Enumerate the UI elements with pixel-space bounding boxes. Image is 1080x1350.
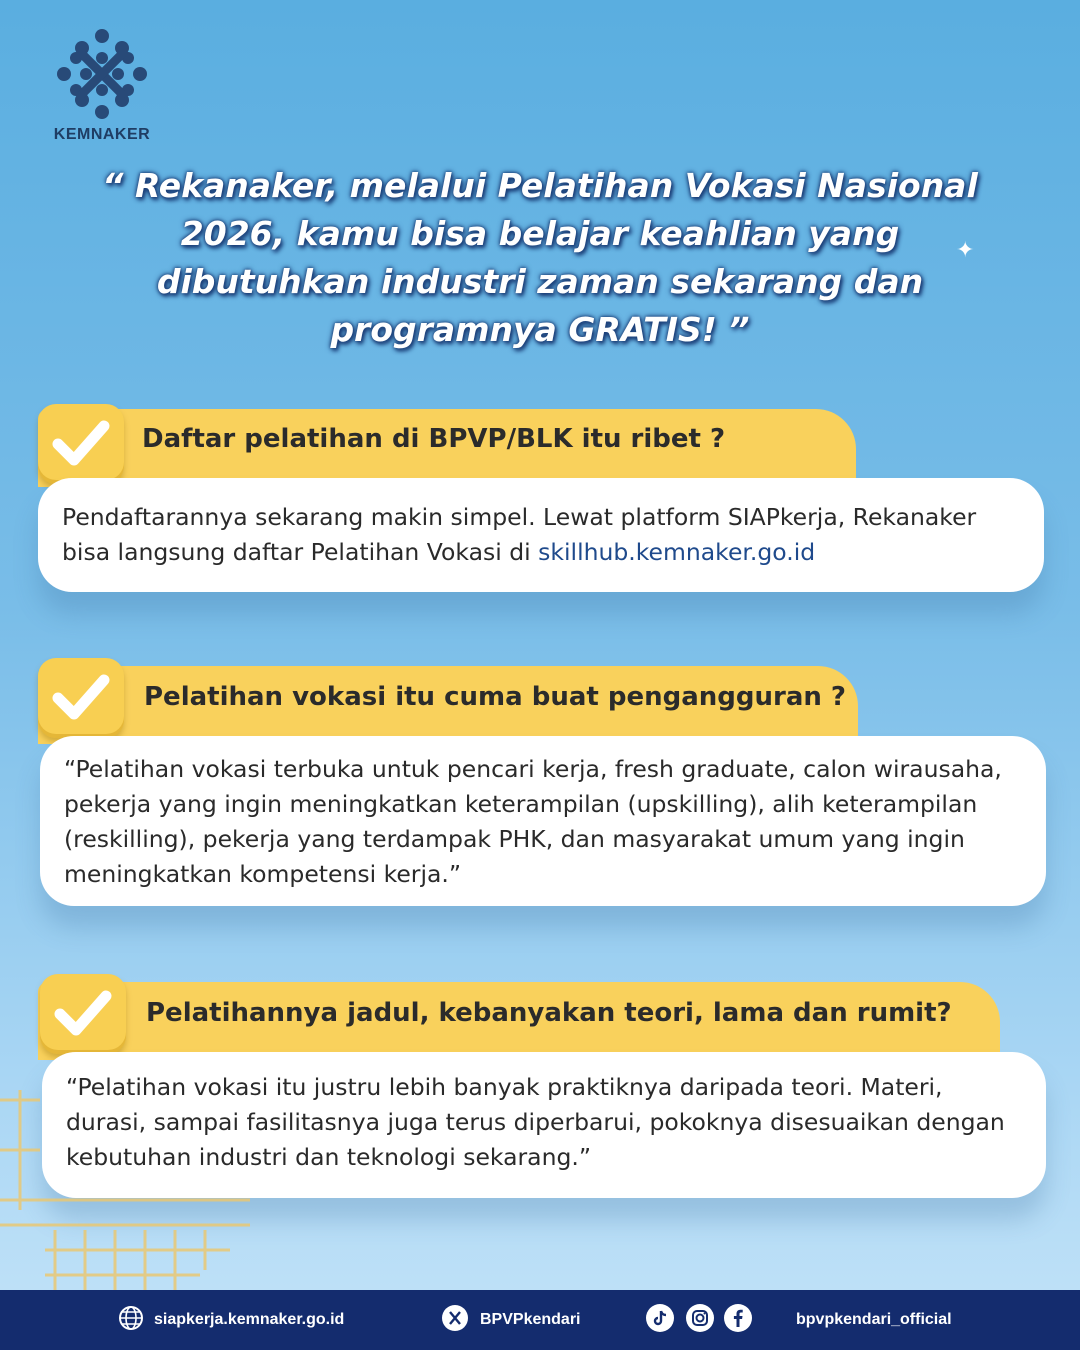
check-icon	[38, 658, 124, 738]
x-icon	[442, 1305, 468, 1336]
faq-answer-2: “Pelatihan vokasi terbuka untuk pencari kerja, fresh graduate, calon wirausaha, pekerja yang ingin meningkatkan keterampilan (upskilling), alih keterampilan (reskilling), pekerja yang terdampak PHK, dan masyarakat umum yang ingin meningkatkan kompetensi kerja.”	[40, 736, 1046, 906]
faq-question-3: Pelatihannya jadul, kebanyakan teori, lama dan rumit?	[146, 998, 952, 1028]
social-handle-label: bpvpkendari_official	[796, 1311, 952, 1328]
x-handle-label: BPVPkendari	[480, 1311, 581, 1328]
footer-website[interactable]	[118, 1290, 344, 1350]
logo-text: KEMNAKER	[53, 126, 151, 143]
headline-quote: “ Rekanaker, melalui Pelatihan Vokasi Nasional 2026, kamu bisa belajar keahlian yang dibutuhkan industri zaman sekarang dan programnya GRATIS! ”	[102, 166, 978, 349]
faq-answer-3: “Pelatihan vokasi itu justru lebih banyak praktiknya daripada teori. Materi, durasi, sampai fasilitasnya juga terus diperbarui, pokoknya disesuaikan dengan kebutuhan industri dan teknologi sekarang.”	[42, 1052, 1046, 1198]
faq-card-2	[38, 656, 1046, 916]
website-label: siapkerja.kemnaker.go.id	[154, 1311, 345, 1328]
skillhub-link[interactable]: skillhub.kemnaker.go.id	[538, 538, 816, 566]
kemnaker-emblem-icon	[56, 28, 148, 120]
check-icon	[40, 974, 126, 1054]
check-icon	[38, 404, 124, 484]
faq-answer-1-text: Pendaftarannya sekarang makin simpel. Lewat platform SIAPkerja, Rekanaker bisa langsung daftar Pelatihan Vokasi di	[62, 503, 977, 566]
facebook-icon[interactable]	[724, 1304, 752, 1337]
tiktok-icon[interactable]	[646, 1304, 674, 1337]
sparkle-icon: ✦	[956, 238, 975, 263]
faq-question-1: Daftar pelatihan di BPVP/BLK itu ribet ?	[142, 424, 726, 454]
footer-social-handle[interactable]	[796, 1290, 952, 1350]
footer-bar	[0, 1290, 1080, 1350]
faq-card-1	[38, 404, 1046, 604]
faq-answer-1	[38, 478, 1044, 592]
footer-social-icons	[646, 1290, 752, 1350]
decorative-grid	[0, 1090, 250, 1290]
kemnaker-logo	[52, 28, 152, 144]
instagram-icon[interactable]	[686, 1304, 714, 1337]
globe-icon	[118, 1305, 144, 1336]
faq-question-2: Pelatihan vokasi itu cuma buat pengangguran ?	[144, 682, 847, 712]
footer-x-account[interactable]	[442, 1290, 580, 1350]
